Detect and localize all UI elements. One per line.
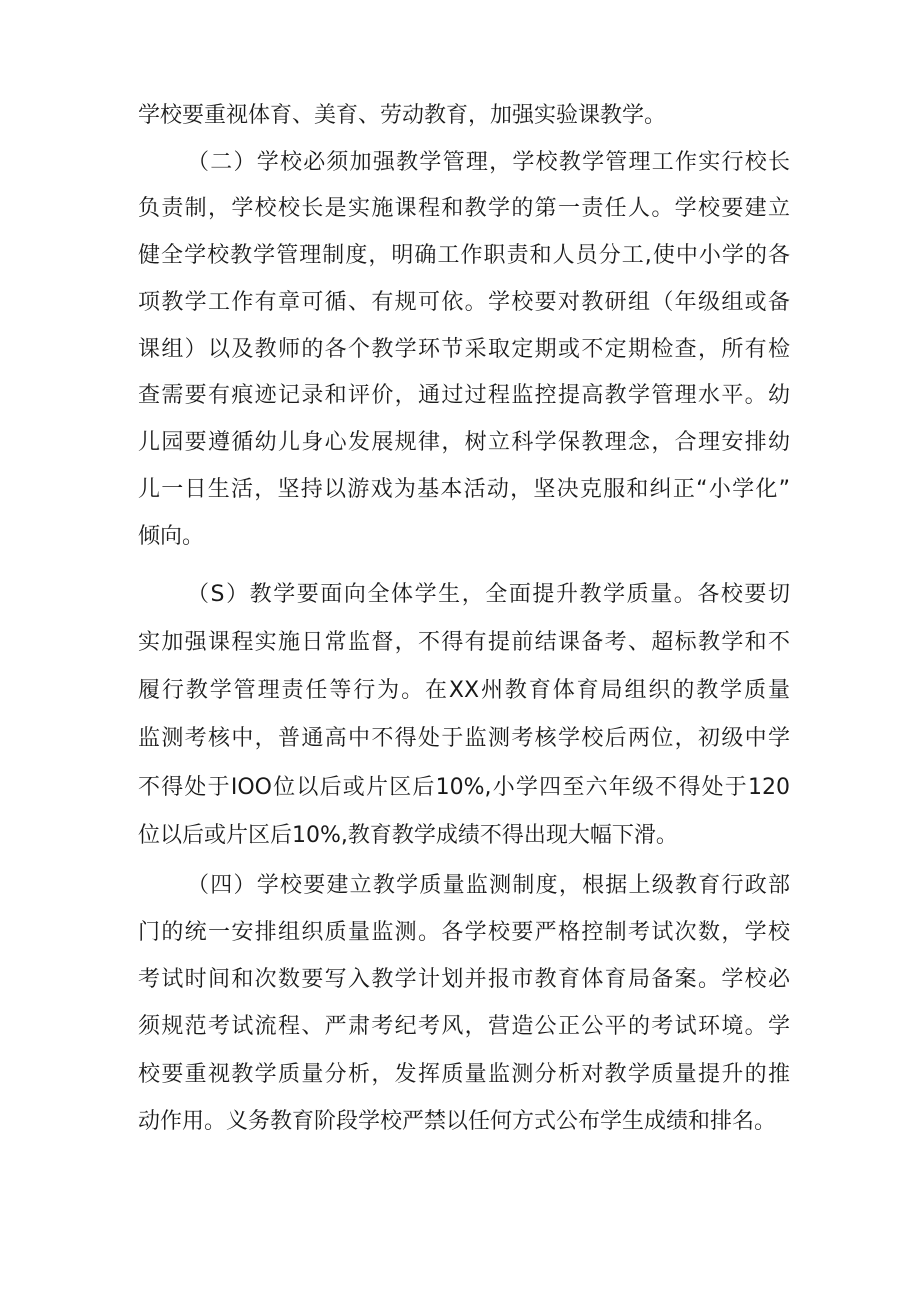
text-line: 校要重视教学质量分析，发挥质量监测分析对教学质量提升的推: [138, 1062, 790, 1087]
text-line: 监测考核中，普通高中不得处于监测考核学校后两位，初级中学: [138, 726, 790, 751]
paragraph-start-line: （S）教学要面向全体学生，全面提升教学质量。各校要切: [187, 582, 790, 607]
text-line: 不得处于IOO位以后或片区后10%,小学四至六年级不得处于120: [138, 775, 790, 800]
text-line: 查需要有痕迹记录和评价，通过过程监控提高教学管理水平。幼: [138, 383, 790, 408]
text-line: 负责制，学校校长是实施课程和教学的第一责任人。学校要建立: [138, 196, 790, 221]
text-line: 动作用。义务教育阶段学校严禁以任何方式公布学生成绩和排名。: [138, 1109, 777, 1134]
text-line: 学校要重视体育、美育、劳动教育，加强实验课教学。: [138, 103, 667, 128]
text-line: 门的统一安排组织质量监测。各学校要严格控制考试次数，学校: [138, 920, 790, 945]
text-line: 健全学校教学管理制度，明确工作职责和人员分工,使中小学的各: [138, 243, 790, 268]
text-line: 倾向。: [138, 524, 205, 549]
text-line: 实加强课程实施日常监督，不得有提前结课备考、超标教学和不: [138, 630, 790, 655]
text-line: 履行教学管理责任等行为。在XX州教育体育局组织的教学质量: [138, 678, 790, 703]
paragraph-start-line: （二）学校必须加强教学管理，学校教学管理工作实行校长: [187, 150, 790, 175]
paragraph-start-line: （四）学校要建立教学质量监测制度，根据上级教育行政部: [187, 873, 790, 898]
text-line: 课组）以及教师的各个教学环节采取定期或不定期检查，所有检: [138, 337, 790, 362]
text-line: 项教学工作有章可循、有规可依。学校要对教研组（年级组或备: [138, 290, 790, 315]
text-line: 位以后或片区后10%,教育教学成绩不得出现大幅下滑。: [138, 823, 678, 848]
text-line: 儿园要遵循幼儿身心发展规律，树立科学保教理念，合理安排幼: [138, 430, 790, 455]
text-line: 考试时间和次数要写入教学计划并报市教育体育局备案。学校必: [138, 967, 790, 992]
text-line: 儿一日生活，坚持以游戏为基本活动，坚决克服和纠正“小学化”: [138, 477, 790, 502]
text-line: 须规范考试流程、严肃考纪考风，营造公正公平的考试环境。学: [138, 1014, 790, 1039]
